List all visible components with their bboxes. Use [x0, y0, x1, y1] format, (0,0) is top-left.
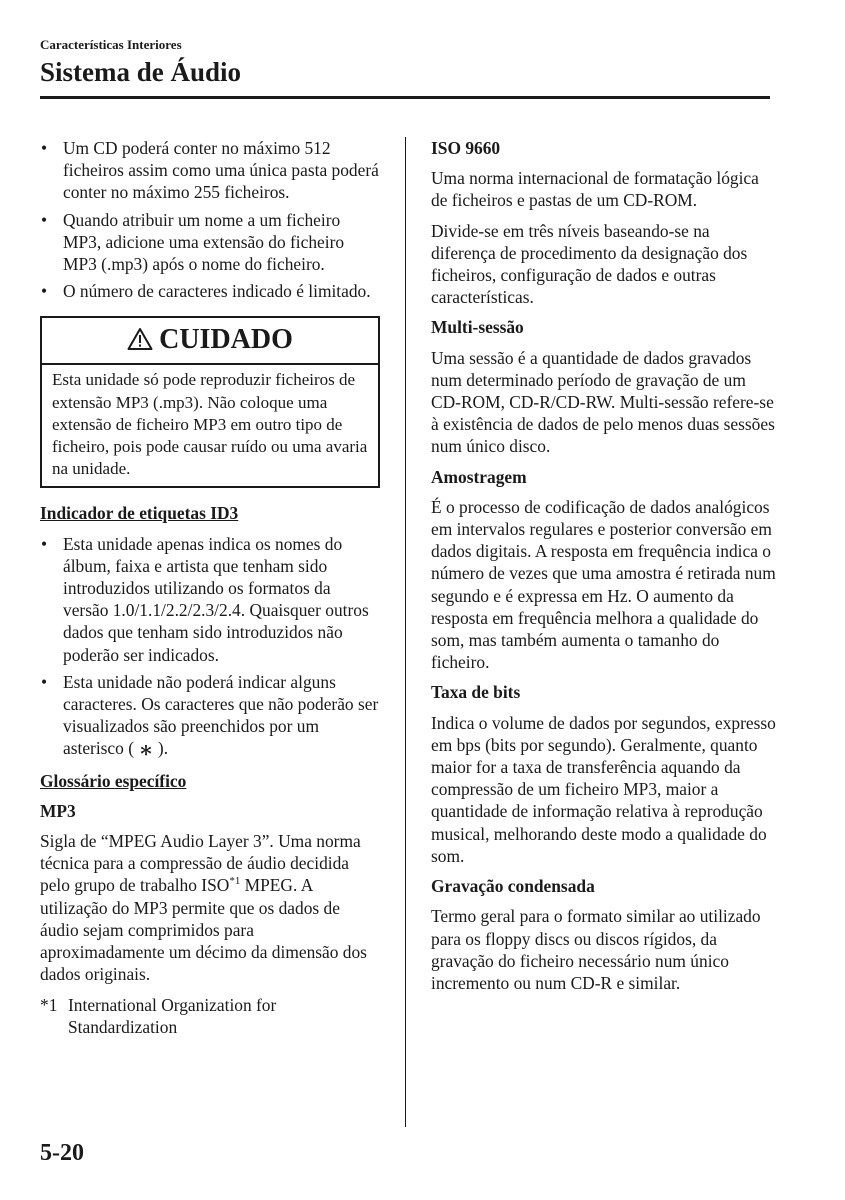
caution-body: Esta unidade só pode reproduzir ficheiros de extensão MP3 (.mp3). Não coloque uma extensão de ficheiro MP3 em outro tipo de ficheiro, pois pode causar ruído ou uma avaria na unidade.: [52, 370, 368, 479]
mp3-definition: [40, 830, 380, 985]
term-definition: Divide-se em três níveis baseando-se na diferença de procedimento da designação dos ficheiros, configuração de dados e outras características.: [431, 220, 748, 308]
list-item: [40, 671, 380, 762]
caution-title: [42, 318, 378, 365]
list-item: • Quando atribuir um nome a um ficheiro MP3, adicione uma extensão do ficheiro MP3 (.mp3) após o nome do ficheiro.: [40, 209, 380, 276]
list-item: • Um CD poderá conter no máximo 512 ficheiros assim como uma única pasta poderá conter no máximo 255 ficheiros.: [40, 137, 380, 204]
footnote: [40, 994, 380, 1038]
asterisk-note-text: Esta unidade não poderá indicar alguns caracteres. Os caracteres que não poderão ser visualizados são preenchidos por um asterisco (: [63, 671, 379, 759]
list-item: • O número de caracteres indicado é limitado.: [40, 280, 380, 302]
left-column: [40, 137, 380, 1038]
header-rule: [40, 96, 770, 99]
id3-heading: Indicador de etiquetas ID3: [40, 503, 239, 524]
term-multisessao: Multi-sessão: [431, 317, 524, 338]
mp3-text-part2: MPEG. A utilização do MP3 permite que os dados de áudio sejam comprimidos para aproximadamente um décimo da dimensão dos dados originais.: [40, 875, 367, 985]
term-amostragem: Amostragem: [431, 466, 527, 487]
term-definition: Uma sessão é a quantidade de dados gravados num determinado período de gravação de um CD-ROM, CD-R/CD-RW. Multi-sessão refere-se à existência de dados de pelo menos duas sessões num único disco.: [431, 347, 775, 457]
section-label: Características Interiores: [40, 37, 182, 52]
glossary-heading: Glossário específico: [40, 770, 187, 791]
term-iso9660: ISO 9660: [431, 138, 501, 158]
asterisk-note-end: ).: [157, 738, 169, 759]
page-header: [40, 37, 770, 88]
term-definition: Uma norma internacional de formatação lógica de ficheiros e pastas de um CD-ROM.: [431, 168, 759, 211]
list-item: • Esta unidade apenas indica os nomes do álbum, faixa e artista que tenham sido introduzidos utilizando os formatos da versão 1.0/1.1/2.2/2.3/2.4. Quaisquer outros dados que tenham sido introduzidos não poderão ser indicados.: [40, 533, 380, 666]
warning-triangle-icon: [127, 326, 153, 360]
term-mp3: MP3: [40, 800, 76, 821]
bullet-list-id3: [40, 533, 380, 762]
caution-box: [40, 316, 380, 488]
caution-title-text: CUIDADO: [159, 324, 293, 356]
mp3-text-part1: Sigla de “MPEG Audio Layer 3”. Uma norma técnica para a compressão de áudio decidida pelo grupo de trabalho ISO: [40, 831, 361, 896]
term-gravacao-condensada: Gravação condensada: [431, 876, 595, 897]
column-divider: [405, 137, 406, 1127]
term-definition: Indica o volume de dados por segundos, expresso em bps (bits por segundo). Geralmente, quanto maior for a taxa de transferência aquando da compressão de um ficheiro MP3, maior a quantidade de informação relativa à reprodução musical, melhorando deste modo a qualidade do som.: [431, 712, 776, 866]
footnote-mark: *1: [40, 994, 58, 1015]
page-number: 5-20: [40, 1140, 84, 1166]
asterisk-symbol: ∗: [138, 737, 154, 763]
page-title: Sistema de Áudio: [40, 57, 242, 87]
term-taxa-de-bits: Taxa de bits: [431, 682, 521, 703]
footnote-text: International Organization for Standardization: [68, 994, 277, 1037]
footnote-ref: *1: [229, 875, 241, 888]
right-column: [431, 137, 776, 1002]
term-definition: Termo geral para o formato similar ao utilizado para os floppy discs ou discos rígidos, da gravação do ficheiro necessário num único incremento ou num CD-R e similar.: [431, 906, 761, 993]
bullet-list-top: [40, 137, 380, 302]
term-definition: É o processo de codificação de dados analógicos em intervalos regulares e posterior conversão em dados digitais. A resposta em frequência indica o número de vezes que uma amostra é retirada num segundo e é expressa em Hz. O aumento da resposta em frequência melhora a qualidade do som, mas também aumenta o tamanho do ficheiro.: [431, 496, 776, 673]
